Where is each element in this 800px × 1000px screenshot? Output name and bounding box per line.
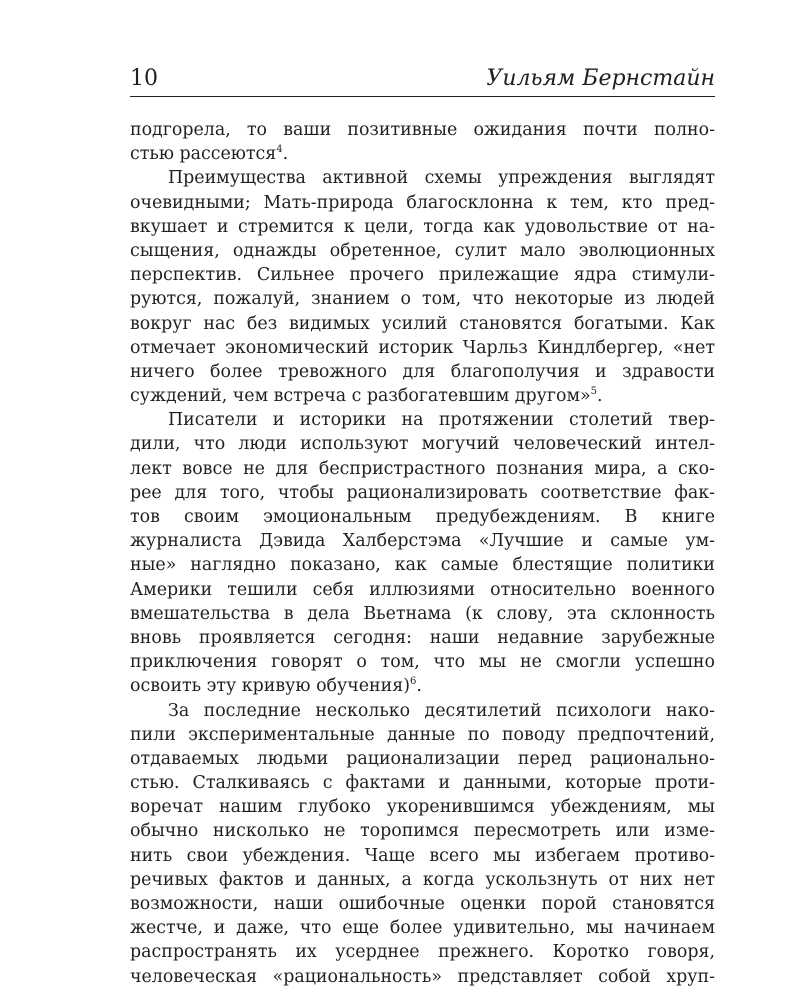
footnote-mark: 4	[276, 144, 283, 156]
text-line: вновь проявляется сегодня: наши недавние зарубежные	[130, 627, 715, 648]
text-line: возможности, наши ошибочные оценки порой становятся	[130, 894, 715, 914]
text-line: Америки тешили себя иллюзиями относительно военного	[130, 579, 715, 600]
text-line	[130, 384, 715, 408]
text-line: приключения говорят о том, что мы не смогли успешно	[130, 652, 715, 673]
text-line: стью. Сталкиваясь с фактами и данными, которые проти-	[130, 773, 715, 794]
text-fragment: суждений, чем встреча с разбогатевшим другом»	[130, 386, 591, 407]
text-line: отдаваемых людьми рационализации перед рационально-	[130, 748, 715, 769]
text-line: отмечает экономический историк Чарльз Киндлбергер, «нет	[130, 337, 715, 358]
text-line: подгорела, то ваши позитивные ожидания почти полно-	[130, 120, 715, 140]
text-line: рее для того, чтобы рационализировать соответствие фак-	[130, 482, 715, 503]
period: .	[416, 676, 422, 697]
text-line: вкушает и стремится к цели, тогда как удовольствие от на-	[130, 216, 715, 237]
text-line: дили, что люди используют могучий человеческий интел-	[130, 434, 715, 455]
running-head: Уильям Бернстайн	[486, 66, 715, 91]
text-line: нить свои убеждения. Чаще всего мы избегаем противо-	[130, 845, 715, 866]
text-line: жестче, и даже, что еще более удивительно, мы начинаем	[130, 918, 715, 939]
text-line: вокруг нас без видимых усилий становятся богатыми. Как	[130, 313, 715, 334]
text-line: сыщения, однажды обретенное, сулит мало эволюционных	[130, 240, 715, 261]
text-line: ные» наглядно показано, как самые блестящие политики	[130, 555, 715, 576]
text-line: перспектив. Сильнее прочего прилежащие ядра стимули-	[130, 265, 715, 286]
text-line: воречат нашим глубоко укоренившимся убеждениям, мы	[130, 797, 715, 818]
text-line	[130, 674, 715, 698]
text-line: лект вовсе не для беспристрастного познания мира, а ско-	[130, 458, 715, 479]
text-line	[130, 142, 715, 166]
text-line: пили экспериментальные данные по поводу предпочтений,	[130, 724, 715, 745]
period: .	[597, 386, 603, 407]
text-line: человеческая «рациональность» представляет собой хруп-	[130, 966, 715, 987]
text-fragment: стью рассеются	[130, 144, 277, 165]
body-text	[130, 118, 715, 989]
text-line: очевидными; Мать-природа благосклонна к тем, кто пред-	[130, 192, 715, 213]
header-rule	[130, 96, 715, 97]
period: .	[282, 144, 289, 165]
text-line: тов своим эмоциональным предубеждениям. В книге	[130, 507, 715, 527]
text-line: Писатели и историки на протяжении столетий твер-	[168, 410, 715, 431]
text-line: вмешательства в дела Вьетнама (к слову, эта склонность	[130, 603, 715, 624]
footnote-mark: 5	[590, 386, 597, 398]
footnote-mark: 6	[409, 676, 417, 688]
text-line: ничего более тревожного для благополучия и здравости	[130, 361, 715, 382]
text-line: обычно нисколько не торопимся пересмотреть или изме-	[130, 821, 715, 842]
text-line: За последние несколько десятилетий психологи нако-	[168, 700, 715, 721]
text-fragment: освоить эту кривую обучения)	[130, 676, 410, 697]
text-line: руются, пожалуй, знанием о том, что некоторые из людей	[130, 289, 715, 310]
text-line: Преимущества активной схемы упреждения выглядят	[168, 168, 715, 189]
text-line: журналиста Дэвида Халберстэма «Лучшие и самые ум-	[130, 531, 715, 552]
text-line: распространять их усерднее прежнего. Коротко говоря,	[130, 942, 715, 963]
page-number: 10	[130, 66, 158, 91]
text-line: речивых фактов и данных, а когда ускользнуть от них нет	[130, 869, 715, 890]
page-header	[130, 62, 715, 100]
